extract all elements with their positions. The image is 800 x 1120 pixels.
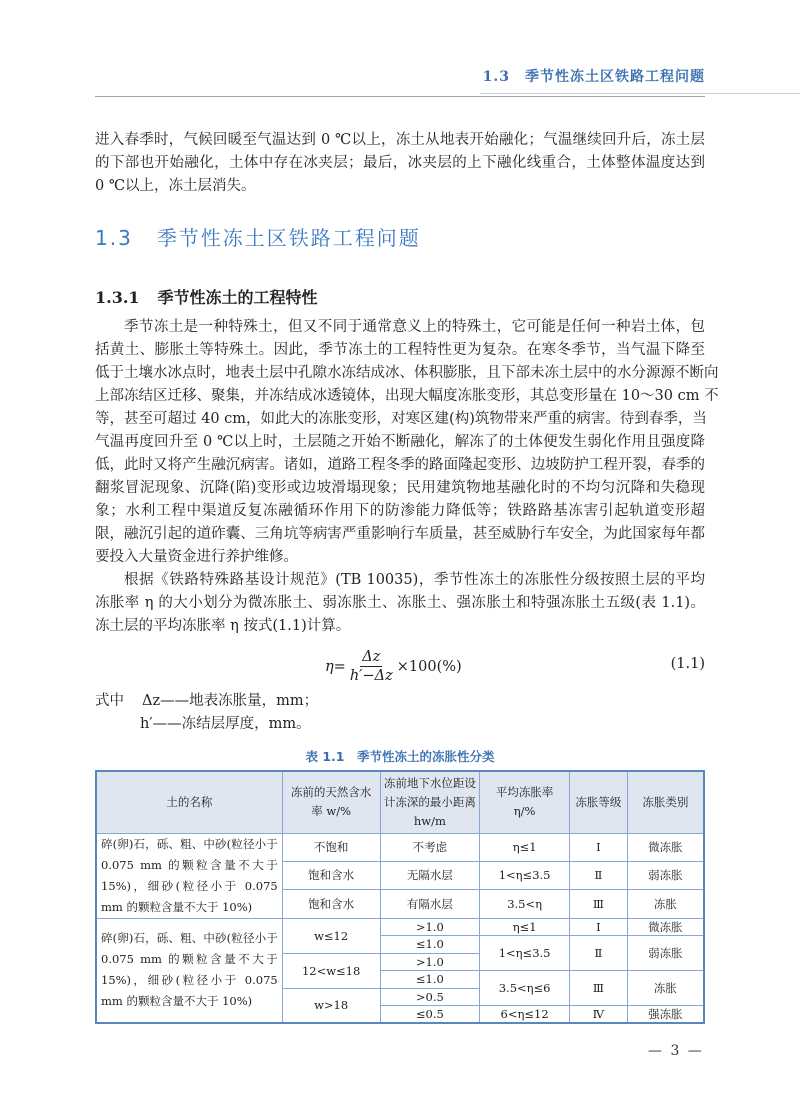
cell: 弱冻胀 [627, 861, 704, 889]
cell: Ⅰ [570, 833, 628, 861]
where-item: h′——冻结层厚度，mm。 [140, 716, 311, 732]
formula-rhs: ×100(%) [396, 658, 462, 675]
text-line: 括黄土、膨胀土等特殊土。因此，季节冻土的工程特性更为复杂。在寒冬季节，当气温下降至 [95, 342, 705, 358]
cell: >0.5 [380, 988, 480, 1006]
cell: 微冻胀 [627, 833, 704, 861]
formula-1-1 [325, 648, 462, 685]
soil-name-cell: 碎(卵)石，砾、粗、中砂(粒径小于 0.075 mm 的颗粒含量不大于 15%)，细砂(粒径小于 0.075 mm 的颗粒含量不大于 10%) [96, 918, 282, 1023]
table-caption: 表 1.1 季节性冻土的冻胀性分类 [305, 749, 495, 764]
cell: η≤1 [480, 918, 570, 936]
running-head: 1.3 季节性冻土区铁路工程问题 [482, 69, 705, 85]
text-line: 冻土层的平均冻胀率 η 按式(1.1)计算。 [95, 618, 351, 634]
table-row [96, 918, 704, 936]
subsection-number: 1.3.1 [95, 288, 140, 307]
section-title: 季节性冻土区铁路工程问题 [156, 226, 421, 250]
cell: 冻胀 [627, 971, 704, 1006]
cell: 饱和含水 [282, 890, 380, 918]
text-line: 上部冻结区迁移、聚集，并冻结成冰透镜体，出现大幅度冻胀变形，其总变形量在 10～30 cm 不 [95, 388, 719, 404]
cell: 1<η≤3.5 [480, 936, 570, 971]
cell: Ⅱ [570, 861, 628, 889]
cell: ≤1.0 [380, 936, 480, 954]
text-line: 等，甚至可超过 40 cm，如此大的冻胀变形，对寒区建(构)筑物带来严重的病害。待到春季，当 [95, 411, 707, 427]
formula-lhs: η= [325, 658, 346, 675]
text-line: 0 ℃以上，冻土层消失。 [95, 178, 256, 194]
cell: Ⅰ [570, 918, 628, 936]
text-line: 的下部也开始融化，土体中存在冰夹层；最后，冰夹层的上下融化线重合，土体整体温度达到 [95, 155, 705, 171]
header-cell: 土的名称 [96, 771, 282, 833]
subsection-title: 季节性冻土的工程特性 [157, 288, 318, 307]
cell: 3.5<η≤6 [480, 971, 570, 1006]
header-cell: 冻胀类别 [627, 771, 704, 833]
text-line: 根据《铁路特殊路基设计规范》(TB 10035)，季节性冻土的冻胀性分级按照土层的平均 [124, 572, 705, 588]
cell: 弱冻胀 [627, 936, 704, 971]
table-row [96, 833, 704, 861]
soil-name-cell: 碎(卵)石，砾、粗、中砂(粒径小于 0.075 mm 的颗粒含量不大于 15%)，细砂(粒径小于 0.075 mm 的颗粒含量不大于 10%) [96, 833, 282, 918]
header-cell: 冻胀等级 [570, 771, 628, 833]
text-line: 进入春季时，气候回暖至气温达到 0 ℃以上，冻土从地表开始融化；气温继续回升后，冻土层 [95, 132, 705, 148]
cell: w≤12 [282, 918, 380, 953]
formula-fraction [350, 648, 393, 685]
header-rule [95, 96, 705, 97]
cell: 不考虑 [380, 833, 480, 861]
header-rule-accent [480, 93, 800, 94]
header-cell: 冻前地下水位距设计冻深的最小距离 hw/m [380, 771, 480, 833]
cell: 强冻胀 [627, 1006, 704, 1024]
cell: Ⅱ [570, 936, 628, 971]
cell: 有隔水层 [380, 890, 480, 918]
cell: Ⅲ [570, 971, 628, 1006]
cell: 3.5<η [480, 890, 570, 918]
cell: ≤0.5 [380, 1006, 480, 1024]
cell: η≤1 [480, 833, 570, 861]
where-item: Δz——地表冻胀量，mm； [142, 693, 319, 709]
page-number: — 3 — [648, 1043, 704, 1059]
text-line: 限，融沉引起的道砟囊、三角坑等病害严重影响行车质量，甚至威胁行车安全，为此国家每年都 [95, 526, 705, 542]
table-header-row [96, 771, 704, 833]
cell: ≤1.0 [380, 971, 480, 989]
cell: 6<η≤12 [480, 1006, 570, 1024]
text-line: 冻胀率 η 的大小划分为微冻胀土、弱冻胀土、冻胀土、强冻胀土和特强冻胀土五级(表 1.1)。 [95, 595, 705, 611]
header-cell: 冻前的天然含水率 w/% [282, 771, 380, 833]
text-line: 翻浆冒泥现象、沉降(陷)变形或边坡滑塌现象；民用建筑物地基融化时的不均匀沉降和失稳现 [95, 480, 705, 496]
text-line: 象；水利工程中渠道反复冻融循环作用下的防渗能力降低等；铁路路基冻害引起轨道变形超 [95, 503, 705, 519]
formula-numerator: Δz [362, 649, 381, 665]
cell: 无隔水层 [380, 861, 480, 889]
text-line: 气温再度回升至 0 ℃以上时，土层随之开始不断融化，解冻了的土体便发生弱化作用且强度降 [95, 434, 705, 450]
text-line: 低于土壤水冰点时，地表土层中孔隙水冻结成冰、体积膨胀，且下部未冻土层中的水分源源不断向 [95, 365, 719, 381]
cell: w>18 [282, 988, 380, 1023]
cell: 1<η≤3.5 [480, 861, 570, 889]
frost-heave-table [95, 770, 705, 1024]
cell: >1.0 [380, 953, 480, 971]
where-clause [95, 690, 318, 712]
header-cell: 平均冻胀率 η/% [480, 771, 570, 833]
cell: Ⅲ [570, 890, 628, 918]
text-line: 季节冻土是一种特殊土，但又不同于通常意义上的特殊土，它可能是任何一种岩土体，包 [124, 319, 705, 335]
section-number: 1.3 [95, 226, 133, 250]
text-line: 要投入大量资金进行养护维修。 [95, 549, 298, 565]
subsection-heading [95, 285, 318, 308]
text-line: 低，此时又将产生融沉病害。诸如，道路工程冬季的路面隆起变形、边坡防护工程开裂，春季的 [95, 457, 705, 473]
section-heading [95, 222, 421, 251]
cell: 饱和含水 [282, 861, 380, 889]
cell: 12<w≤18 [282, 953, 380, 988]
equation-number: (1.1) [670, 656, 705, 672]
formula-denominator: h′−Δz [349, 668, 393, 684]
cell: Ⅳ [570, 1006, 628, 1024]
cell: 不饱和 [282, 833, 380, 861]
cell: 微冻胀 [627, 918, 704, 936]
cell: 冻胀 [627, 890, 704, 918]
where-label: 式中 [95, 693, 124, 709]
cell: >1.0 [380, 918, 480, 936]
